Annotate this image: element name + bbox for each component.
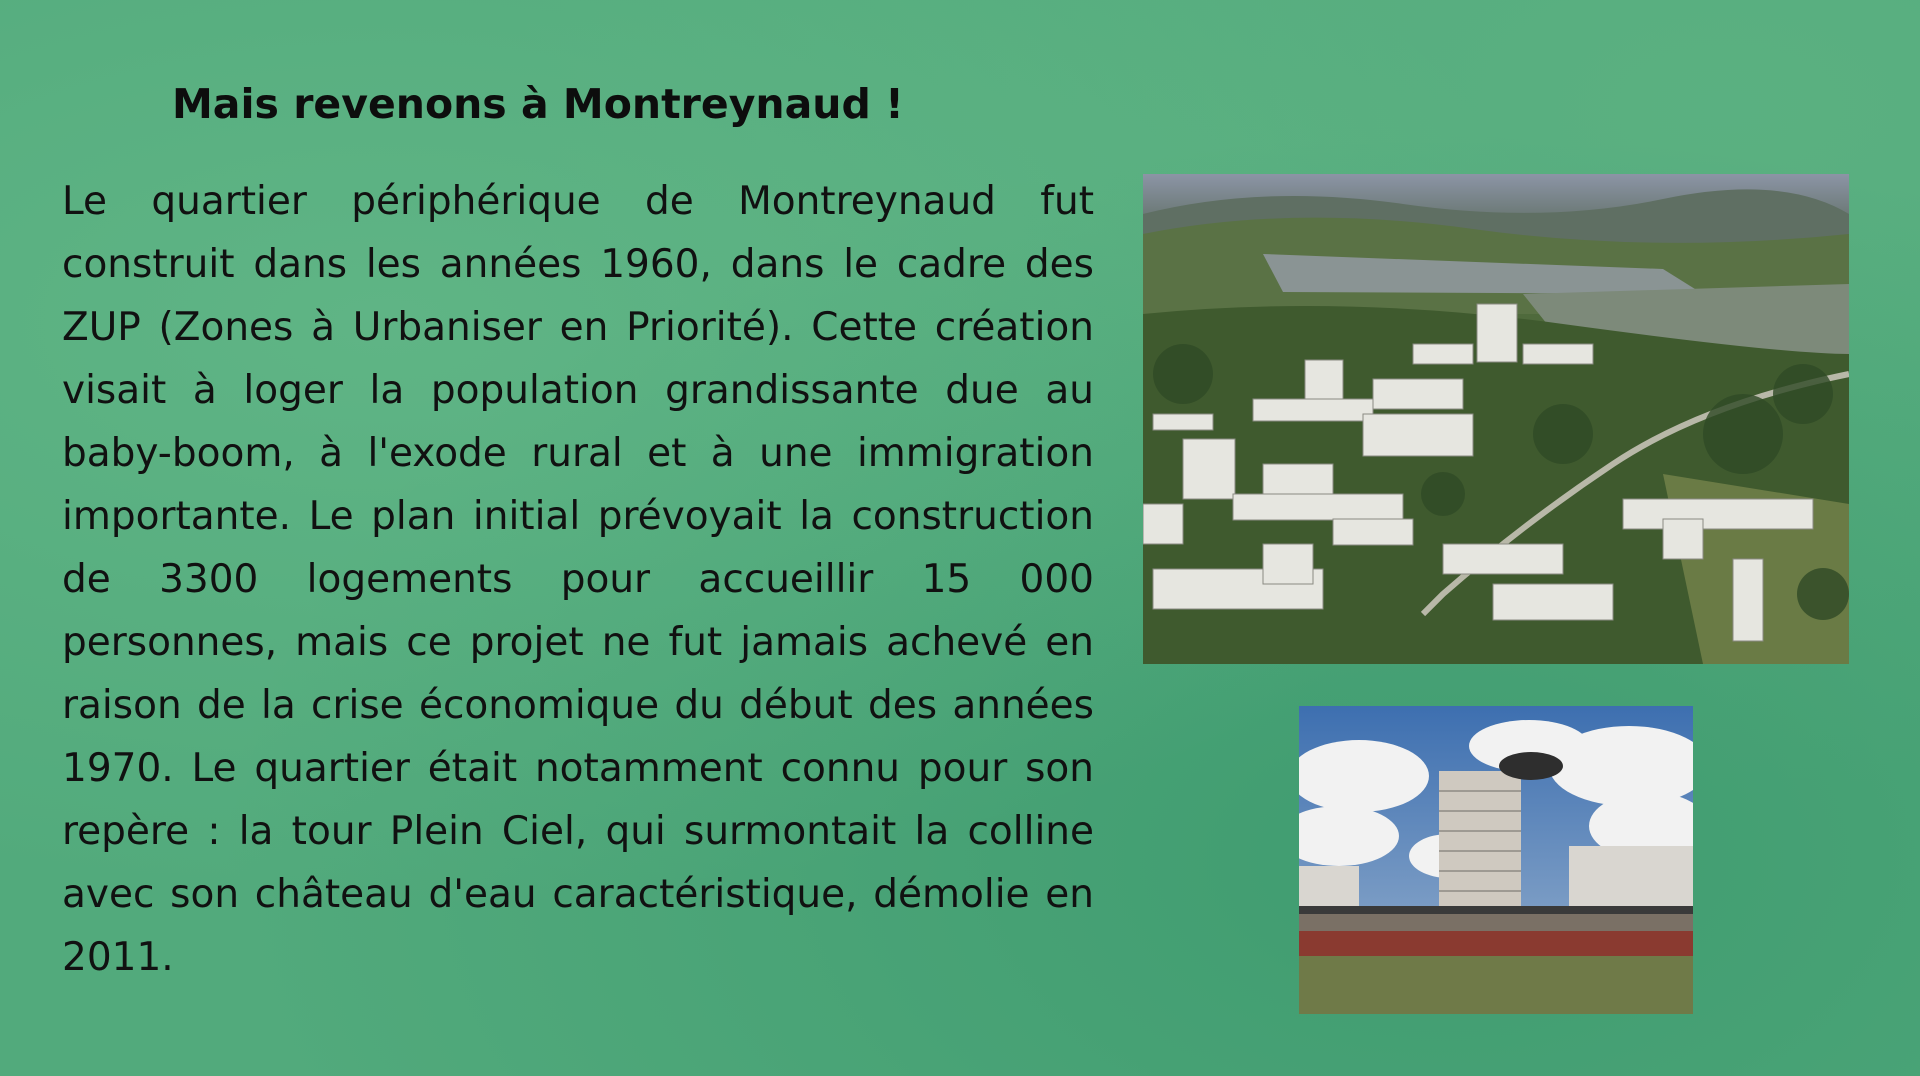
tour-plein-ciel-photo	[1299, 706, 1693, 1014]
aerial-photo-montreynaud	[1143, 174, 1849, 664]
body-paragraph: Le quartier périphérique de Montreynaud fut construit dans les années 1960, dans le cadre des ZUP (Zones à Urbaniser en Priorité). Cette création visait à loger la population grandissante due au baby-boom, à l'exode rural et à une immigration importante. Le plan initial prévoyait la construction de 3300 logements pour accueillir 15 000 personnes, mais ce projet ne fut jamais achevé en raison de la crise économique du début des années 1970. Le quartier était notamment connu pour son repère : la tour Plein Ciel, qui surmontait la colline avec son château d'eau caractéristique, démolie en 2011.	[62, 179, 1094, 980]
slide-title: Mais revenons à Montreynaud !	[172, 80, 904, 128]
